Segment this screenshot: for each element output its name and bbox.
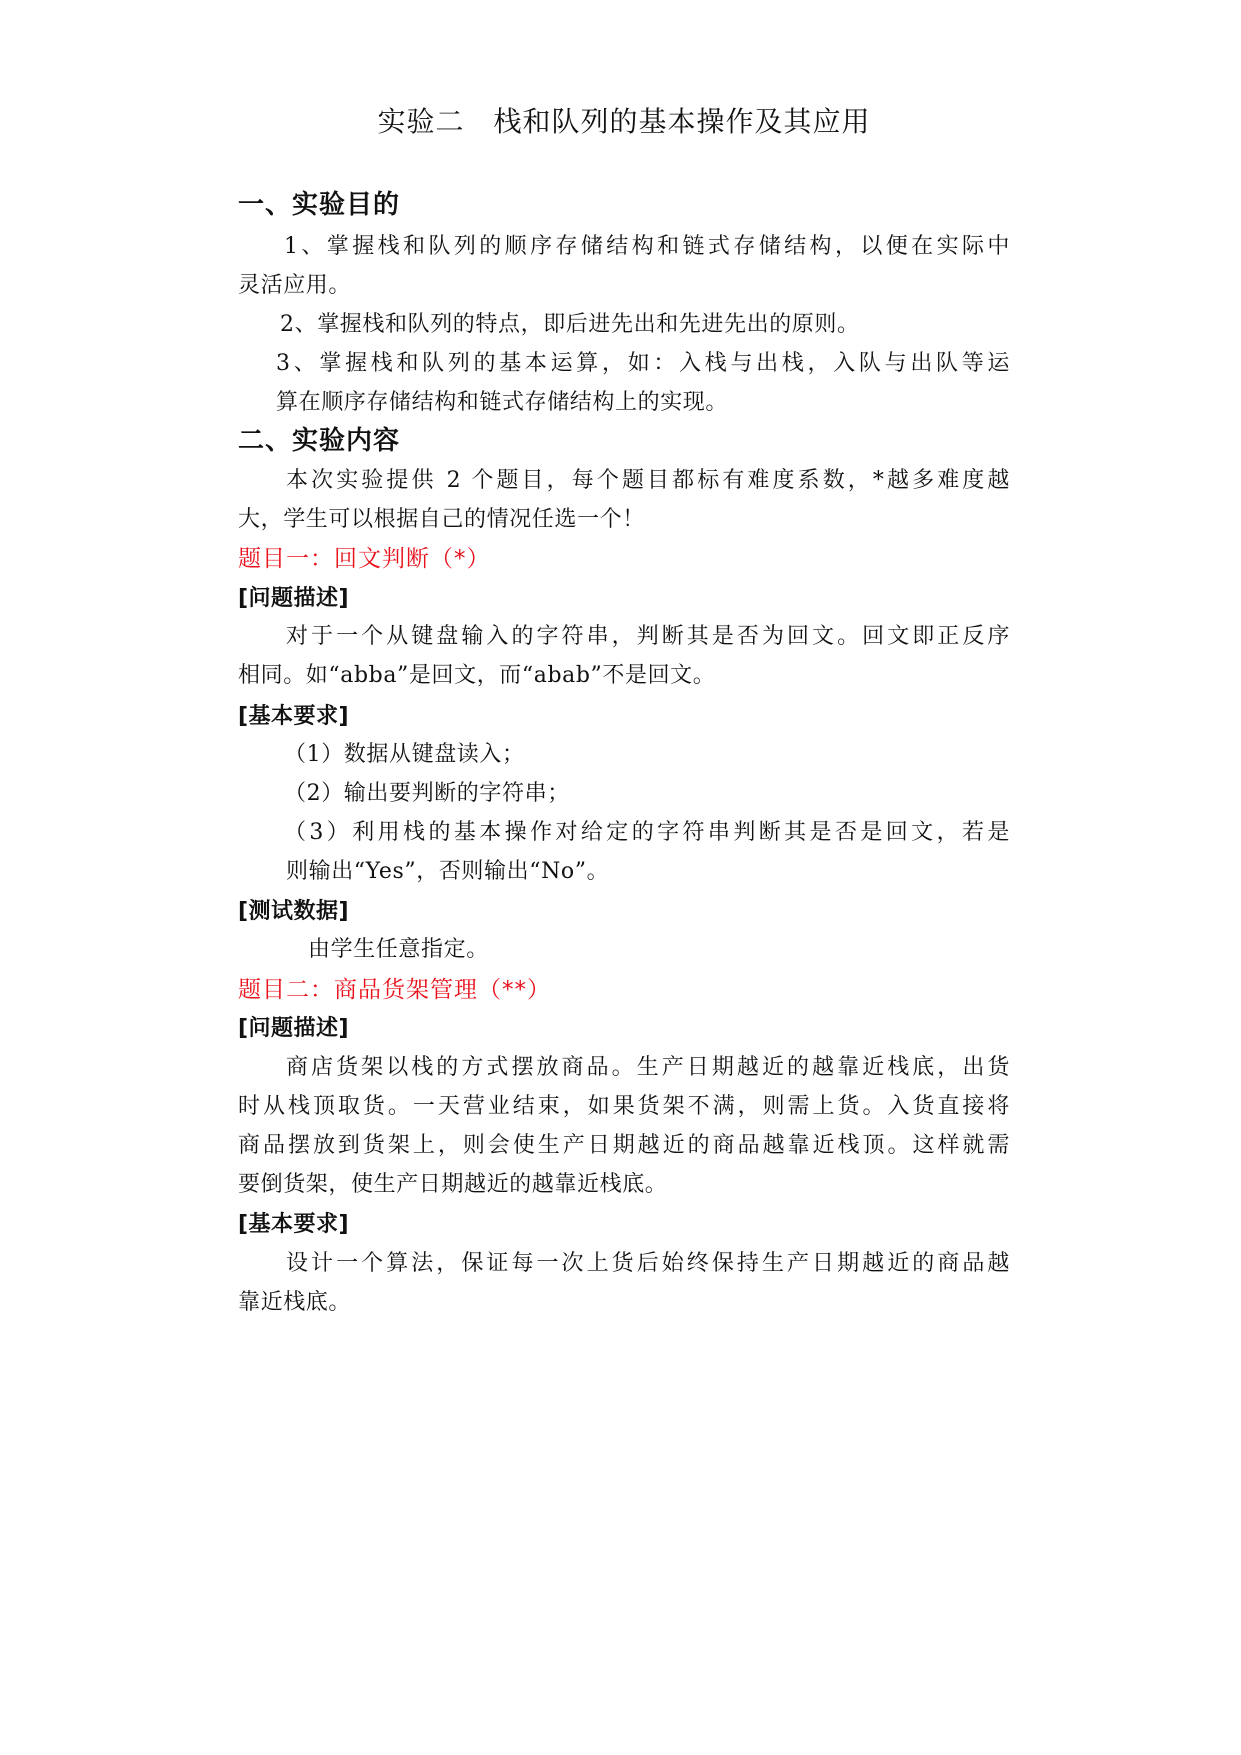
content-intro-line-2: 大，学生可以根据自己的情况任选一个！ (238, 507, 645, 532)
section-heading-purpose: 一、实验目的 (238, 190, 401, 220)
section-heading-content: 二、实验内容 (238, 426, 401, 456)
problem-1-test-heading: [测试数据] (238, 899, 350, 924)
problem-2-title: 题目二：商品货架管理（**） (238, 977, 551, 1003)
problem-2-desc-line-3: 商品摆放到货架上，则会使生产日期越近的商品越靠近栈顶。这样就需 (238, 1133, 1010, 1158)
problem-1-req-heading: [基本要求] (238, 704, 350, 729)
problem-2-desc-line-2: 时从栈顶取货。一天营业结束，如果货架不满，则需上货。入货直接将 (238, 1094, 1010, 1119)
problem-1-test-text: 由学生任意指定。 (308, 937, 489, 962)
problem-1-desc-line-1: 对于一个从键盘输入的字符串，判断其是否为回文。回文即正反序 (286, 624, 1010, 649)
problem-1-req-3-line-2: 则输出“Yes”，否则输出“No”。 (286, 859, 610, 884)
problem-1-desc-heading: [问题描述] (238, 586, 350, 611)
purpose-item-3-line-2: 算在顺序存储结构和链式存储结构上的实现。 (276, 390, 729, 415)
purpose-item-2: 2、掌握栈和队列的特点，即后进先出和先进先出的原则。 (280, 312, 860, 337)
problem-2-req-heading: [基本要求] (238, 1212, 350, 1237)
problem-1-req-1: （1）数据从键盘读入； (284, 742, 525, 767)
problem-2-req-line-1: 设计一个算法，保证每一次上货后始终保持生产日期越近的商品越 (286, 1251, 1010, 1276)
problem-2-desc-line-1: 商店货架以栈的方式摆放商品。生产日期越近的越靠近栈底，出货 (286, 1055, 1010, 1080)
document-title: 实验二 栈和队列的基本操作及其应用 (377, 105, 871, 138)
content-intro-line-1: 本次实验提供 2 个题目，每个题目都标有难度系数，*越多难度越 (286, 468, 1010, 493)
problem-1-req-3-line-1: （3）利用栈的基本操作对给定的字符串判断其是否是回文，若是 (284, 820, 1010, 845)
problem-2-desc-line-4: 要倒货架，使生产日期越近的越靠近栈底。 (238, 1172, 668, 1197)
purpose-item-1-line-2: 灵活应用。 (238, 273, 352, 298)
problem-1-title: 题目一：回文判断（*） (238, 546, 491, 572)
purpose-item-3-line-1: 3、掌握栈和队列的基本运算，如：入栈与出栈，入队与出队等运 (276, 351, 1010, 376)
problem-2-desc-heading: [问题描述] (238, 1016, 350, 1041)
problem-1-desc-line-2: 相同。如“abba”是回文，而“abab”不是回文。 (238, 663, 716, 688)
problem-2-req-line-2: 靠近栈底。 (238, 1290, 352, 1315)
purpose-item-1-line-1: 1、掌握栈和队列的顺序存储结构和链式存储结构，以便在实际中 (284, 234, 1010, 259)
problem-1-req-2: （2）输出要判断的字符串； (284, 781, 570, 806)
